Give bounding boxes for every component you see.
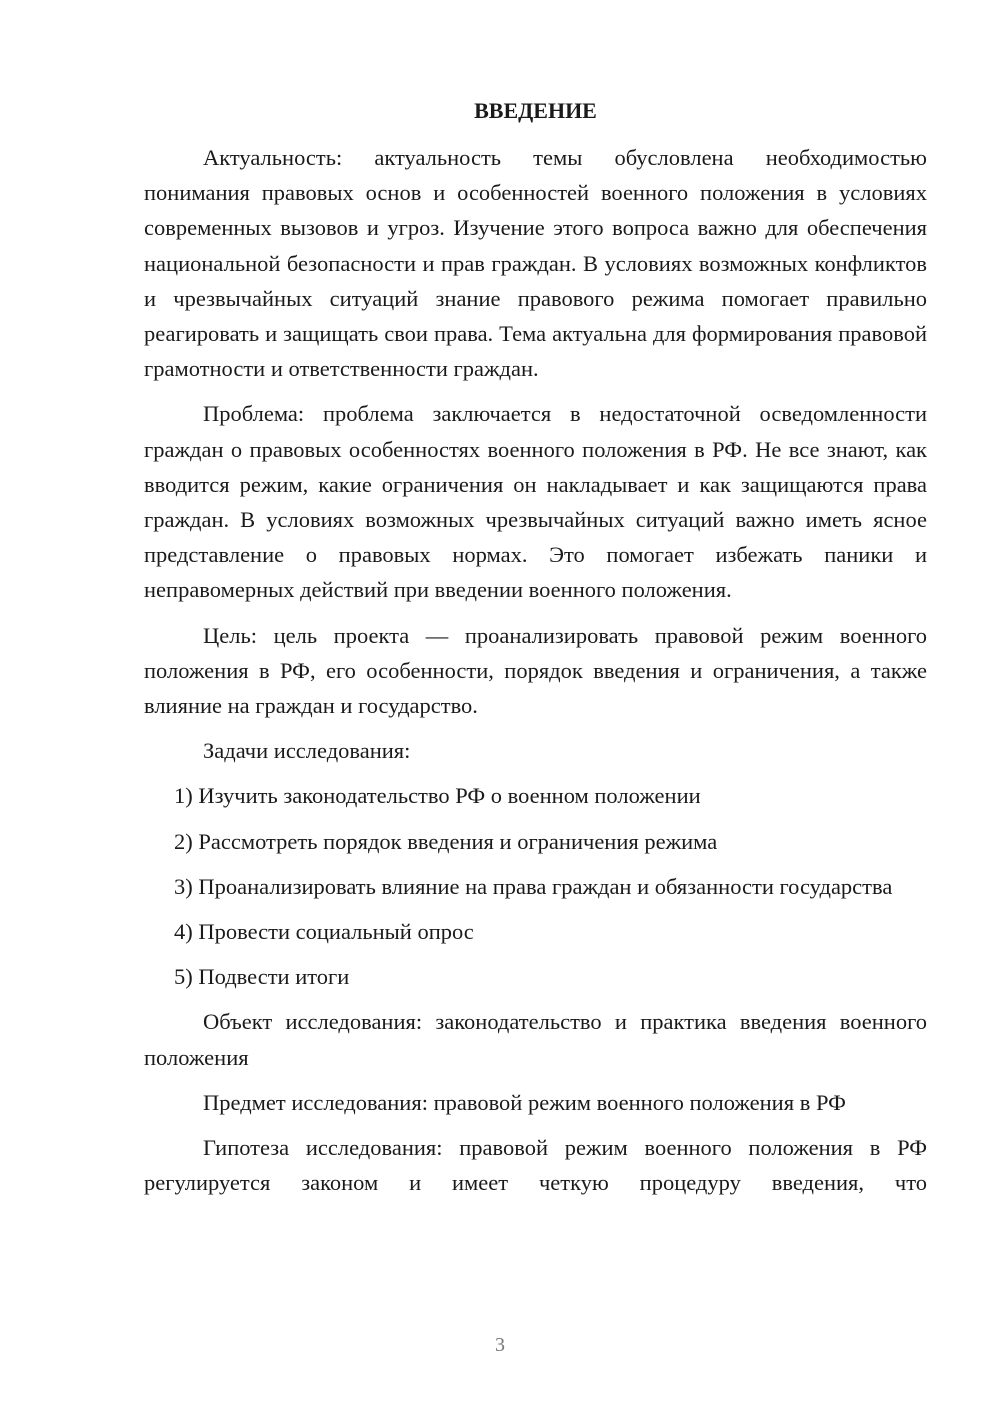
problem-paragraph: Проблема: проблема заключается в недостаточной осведомленности граждан о правовых особенностях военного положения в РФ. Не все знают, как вводится режим, какие ограничения он накладывает и как защищаются права граждан. В условиях возможных чрезвычайных ситуаций важно иметь ясное представление о правовых нормах. Это помогает избежать паники и неправомерных действий при введении военного положения. [144, 401, 927, 603]
task-item-3: 3) Проанализировать влияние на права граждан и обязанности государства [174, 873, 893, 899]
hypothesis-paragraph: Гипотеза исследования: правовой режим военного положения в РФ регулируется законом и имеет четкую процедуру введения, что [144, 1135, 927, 1196]
goal-paragraph: Цель: цель проекта — проанализировать правовой режим военного положения в РФ, его особенности, порядок введения и ограничения, а также влияние на граждан и государство. [144, 622, 927, 719]
tasks-title: Задачи исследования: [203, 738, 411, 764]
task-item-5: 5) Подвести итоги [174, 964, 350, 990]
task-item-4: 4) Провести социальный опрос [174, 919, 474, 945]
page-number: 3 [495, 1334, 505, 1356]
document-heading: ВВЕДЕНИЕ [474, 98, 597, 123]
task-item-1: 1) Изучить законодательство РФ о военном положении [174, 783, 701, 809]
subject-paragraph: Предмет исследования: правовой режим военного положения в РФ [203, 1089, 846, 1115]
document-page [144, 96, 927, 1210]
relevance-paragraph: Актуальность: актуальность темы обусловлена необходимостью понимания правовых основ и особенностей военного положения в условиях современных вызовов и угроз. Изучение этого вопроса важно для обеспечения национальной безопасности и прав граждан. В условиях возможных конфликтов и чрезвычайных ситуаций знание правового режима помогает правильно реагировать и защищать свои права. Тема актуальна для формирования правовой грамотности и ответственности граждан. [144, 145, 927, 382]
object-paragraph: Объект исследования: законодательство и практика введения военного положения [144, 1009, 927, 1070]
task-item-2: 2) Рассмотреть порядок введения и ограничения режима [174, 828, 718, 854]
